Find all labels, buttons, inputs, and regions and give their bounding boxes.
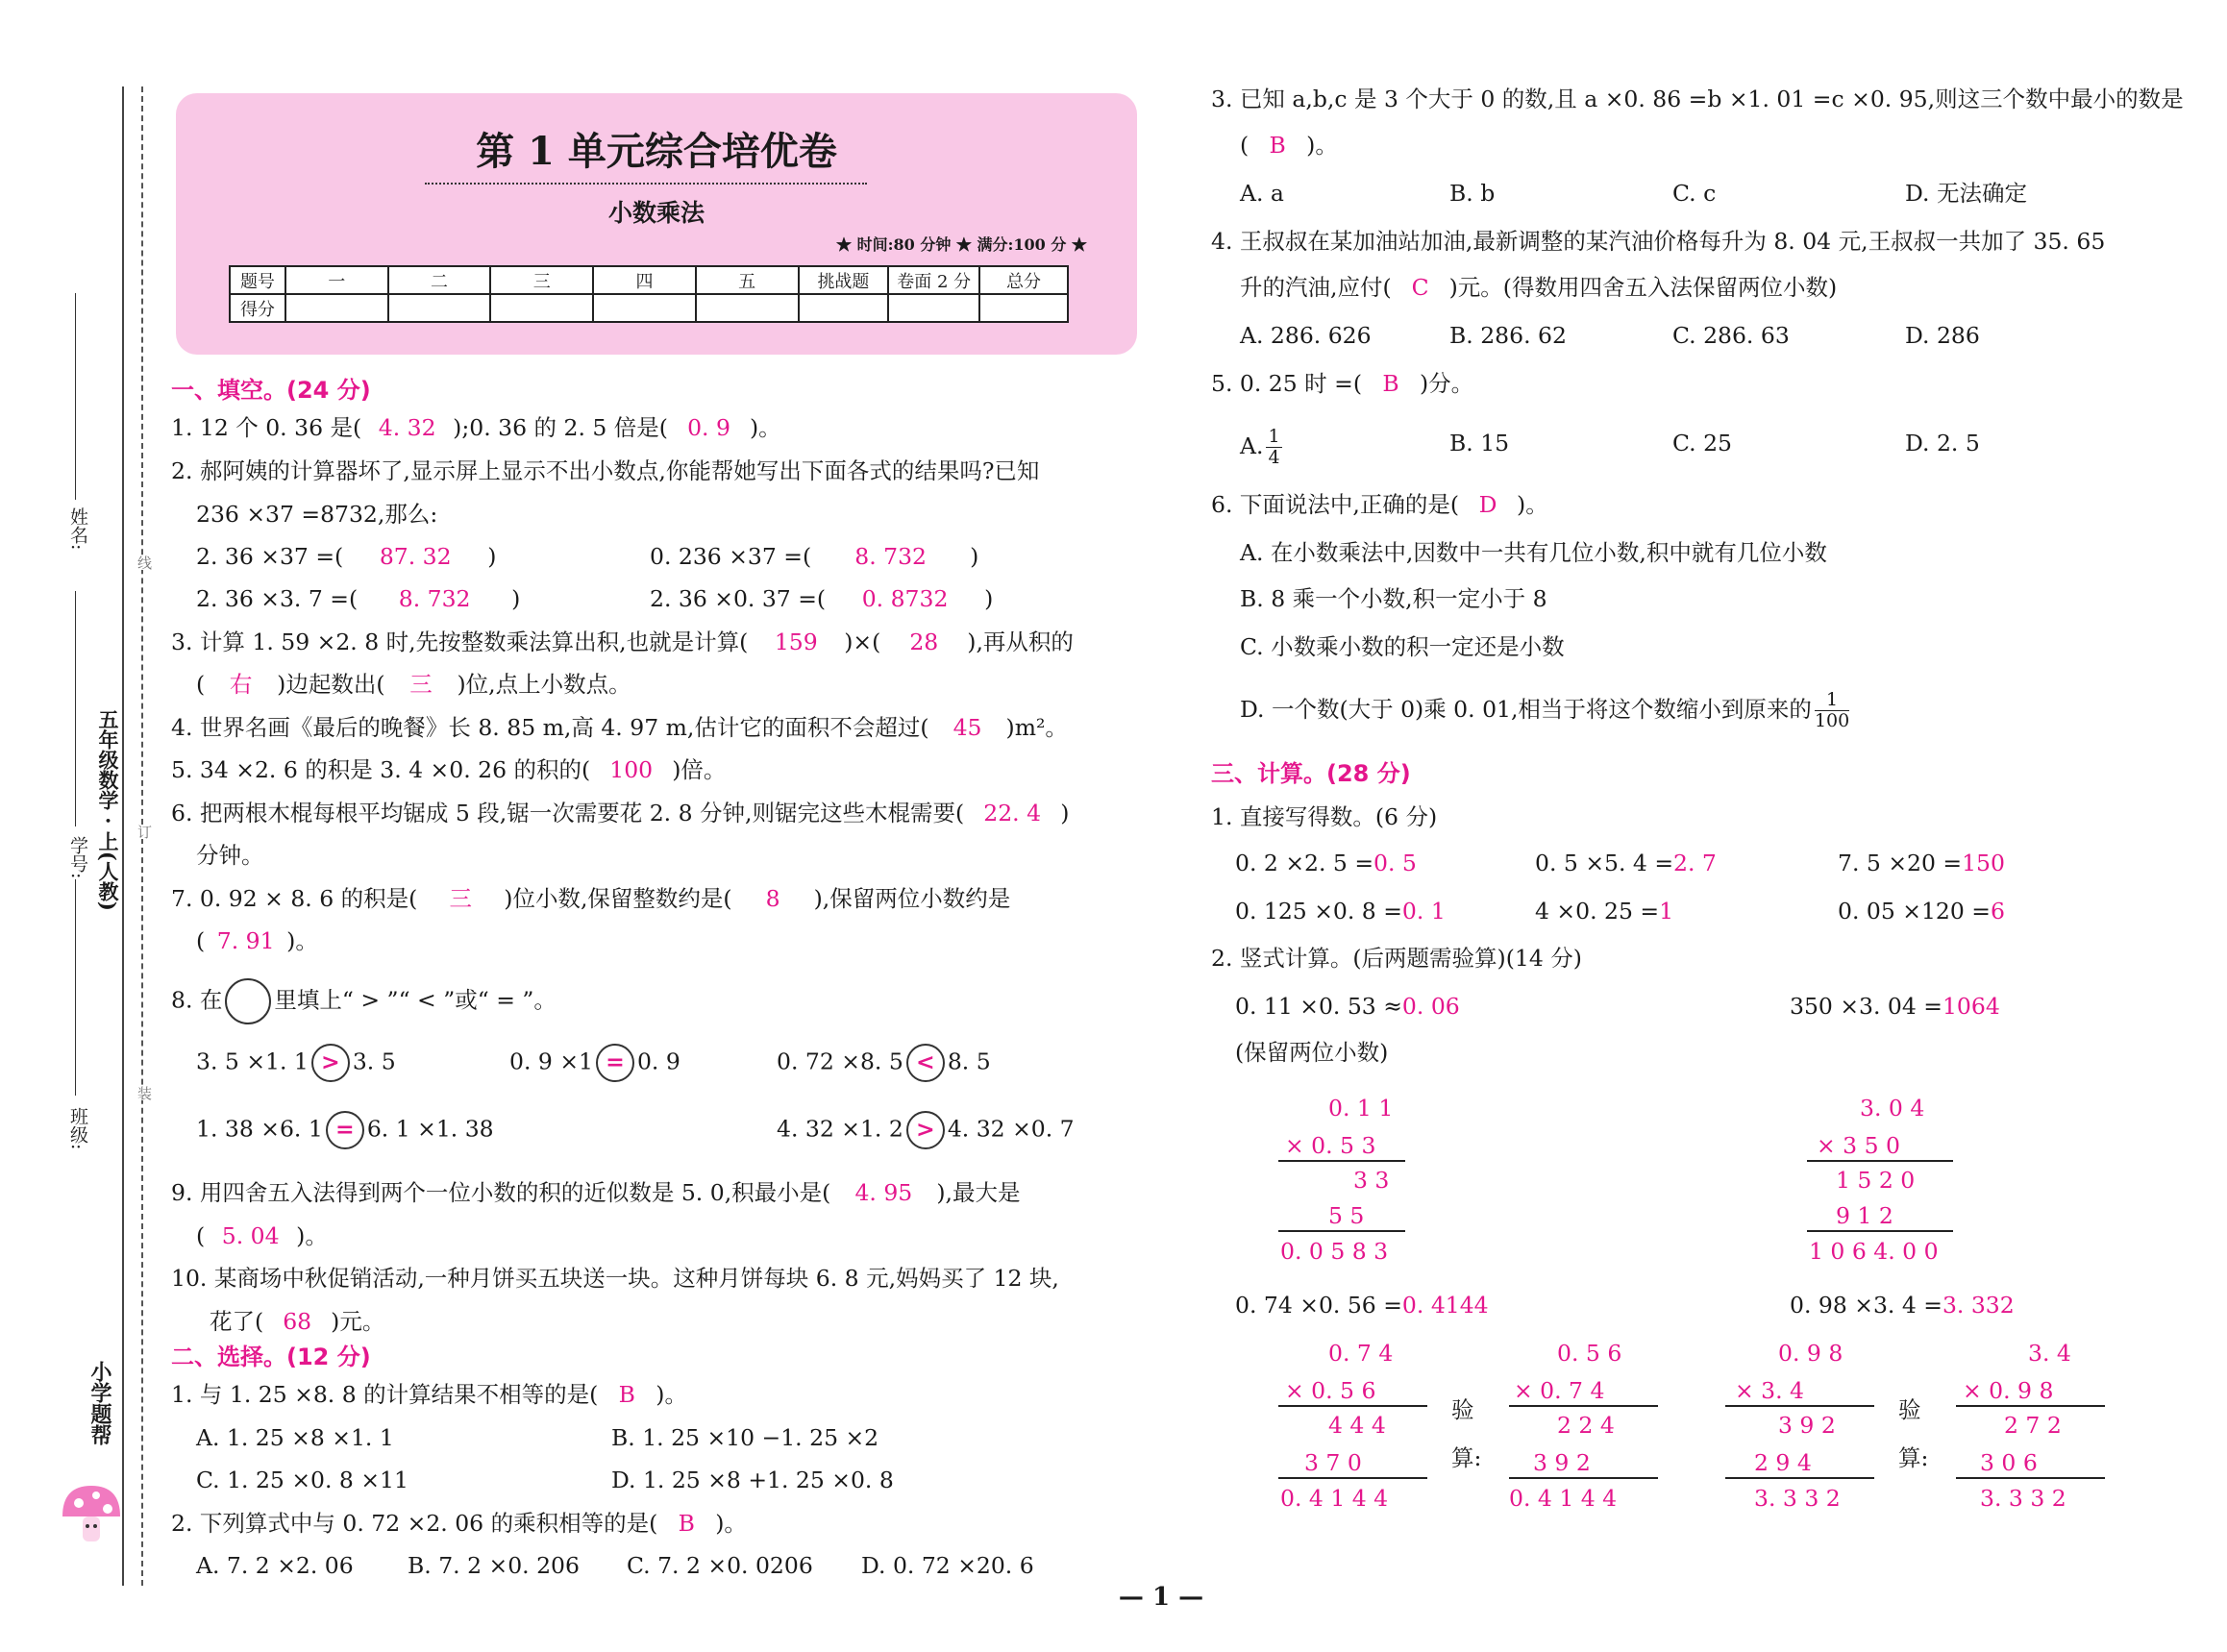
q-text: )。 (1306, 132, 1338, 159)
q-text: ( (196, 671, 206, 698)
q-text: ( (1240, 132, 1250, 159)
s3-p2-c4 (1790, 1291, 2015, 1319)
vc2-rule (1807, 1160, 1953, 1162)
score-input-cell[interactable] (799, 294, 889, 322)
answer-blank[interactable]: 5. 04 (221, 1222, 280, 1249)
answer-blank[interactable]: 87. 32 (379, 543, 452, 570)
q-text: 1. 12 个 0. 36 是( (171, 414, 362, 441)
margin-student-id-label: 学号: (67, 836, 88, 879)
vc5-row4: 2 9 4 (1754, 1449, 1812, 1476)
margin-id-blank (75, 591, 76, 826)
vc2-row1: 3. 0 4 (1860, 1095, 1925, 1122)
s2-q1 (171, 1380, 687, 1409)
s2-q4-option-d: D. 286 (1905, 322, 1980, 349)
s2-q4-line2 (1240, 273, 1837, 302)
s2-q4-option-c: C. 286. 63 (1672, 322, 1790, 349)
vc6-rule (1956, 1477, 2105, 1479)
answer-blank[interactable]: 159 (774, 629, 818, 655)
s2-q6-option-c: C. 小数乘小数的积一定还是小数 (1240, 633, 1565, 660)
vc6-row5: 3. 3 3 2 (1980, 1485, 2066, 1512)
s3-p1-e1 (1235, 849, 1417, 877)
vc5-rule (1725, 1477, 1874, 1479)
score-table (229, 265, 1069, 323)
s1-q8-compare-1 (196, 1044, 396, 1082)
score-cell: 五 (696, 266, 799, 294)
s1-q2-row2-right (650, 584, 993, 613)
q-text: 3. 计算 1. 59 ×2. 8 时,先按整数乘法算出积,也就是计算( (171, 629, 749, 655)
q-text: ),再从积的 (967, 629, 1074, 655)
binding-line-solid (122, 86, 124, 1586)
cut-ding-mark: 订 (136, 825, 153, 839)
s2-q4-option-b: B. 286. 62 (1449, 322, 1567, 349)
q-text: D. 一个数(大于 0)乘 0. 01,相当于将这个数缩小到原来的 (1240, 696, 1812, 723)
margin-class-label: 班级: (67, 1107, 88, 1150)
s1-q6-line2: 分钟。 (196, 842, 264, 869)
compare-circle[interactable]: = (596, 1044, 634, 1082)
fraction (1266, 427, 1281, 468)
vc4-row4: 3 9 2 (1533, 1449, 1591, 1476)
answer[interactable]: 0. 4144 (1401, 1292, 1489, 1319)
vc4-rule (1509, 1405, 1658, 1407)
answer-blank[interactable]: C (1411, 274, 1429, 301)
q-text: A. (1240, 432, 1264, 459)
s2-q4-line1: 4. 王叔叔在某加油站加油,最新调整的某汽油价格每升为 8. 04 元,王叔叔一共加了 35. 65 (1211, 228, 2106, 255)
q-text: 1. 与 1. 25 ×8. 8 的计算结果不相等的是( (171, 1381, 599, 1408)
section-3-heading: 三、计算。(28 分) (1211, 760, 1411, 787)
vc4-rule (1509, 1477, 1658, 1479)
vc4-row3: 2 2 4 (1557, 1412, 1615, 1439)
s1-q9-line1 (171, 1178, 1020, 1207)
compare-circle[interactable]: > (311, 1044, 350, 1082)
verify-label-1a: 验 (1451, 1396, 1474, 1423)
answer-blank[interactable]: 68 (283, 1308, 312, 1335)
score-cell: 挑战题 (799, 266, 889, 294)
q-text: )位,点上小数点。 (457, 671, 631, 698)
q-text: ) (984, 585, 994, 612)
vc5-rule (1725, 1405, 1874, 1407)
s1-q8-compare-2 (509, 1044, 680, 1082)
s2-q5-option-c: C. 25 (1672, 430, 1732, 456)
title-divider (425, 183, 867, 185)
section-1-heading: 一、填空。(24 分) (171, 377, 371, 404)
s1-q8-compare-5 (777, 1111, 1075, 1149)
s1-q8-compare-3 (777, 1044, 991, 1082)
s3-p1-title: 1. 直接写得数。(6 分) (1211, 803, 1438, 830)
q-text: ) (511, 585, 521, 612)
s2-q2-option-b: B. 7. 2 ×0. 206 (408, 1552, 580, 1579)
s1-q7-line2 (196, 926, 318, 955)
vc4-row2: × 0. 7 4 (1514, 1377, 1605, 1404)
answer-blank[interactable]: 45 (953, 714, 982, 741)
answer-blank[interactable]: 22. 4 (983, 800, 1042, 826)
score-table-score-row (230, 294, 1068, 322)
vc1-row3: 3 3 (1353, 1167, 1390, 1194)
answer[interactable]: 1 (1659, 898, 1674, 925)
vc3-row2: × 0. 5 6 (1285, 1377, 1376, 1404)
verify-label-1b: 算: (1451, 1444, 1482, 1471)
q-text: )边起数出( (277, 671, 385, 698)
vc2-row3: 1 5 2 0 (1836, 1167, 1916, 1194)
q-text: 升的汽油,应付( (1240, 274, 1392, 301)
s1-q10-line2 (210, 1307, 384, 1336)
q-text: 2. 36 ×3. 7 =( (196, 585, 359, 612)
score-input-cell[interactable] (888, 294, 979, 322)
s2-q2-option-d: D. 0. 72 ×20. 6 (861, 1552, 1034, 1579)
s3-p1-e2 (1535, 849, 1717, 877)
s2-q6 (1211, 490, 1548, 519)
vc2-row2: × 3 5 0 (1817, 1132, 1900, 1159)
s3-p2-c3 (1235, 1291, 1489, 1319)
q-text: ) (1060, 800, 1070, 826)
answer-blank[interactable]: 4. 32 (378, 414, 436, 441)
s2-q3-line2 (1240, 131, 1338, 160)
brand-label: 小学题帮 (87, 1361, 111, 1445)
cut-zhuang-mark: 装 (136, 1086, 153, 1100)
s3-p1-e6 (1838, 897, 2005, 925)
s2-q3-line1: 3. 已知 a,b,c 是 3 个大于 0 的数,且 a ×0. 86 =b ×1. 01 =c ×0. 95,则这三个数中最小的数是 (1211, 86, 2184, 112)
s3-p1-e5 (1535, 897, 1673, 925)
s2-q3-option-a: A. a (1240, 180, 1284, 207)
answer[interactable]: 3. 332 (1942, 1292, 2015, 1319)
s1-q9-line2 (196, 1221, 328, 1250)
q-text: )。 (286, 927, 318, 954)
vc2-rule (1807, 1230, 1953, 1232)
q-text: )m²。 (1005, 714, 1068, 741)
answer-blank[interactable]: 三 (409, 671, 433, 698)
q-text: 花了( (210, 1308, 264, 1335)
vc3-row5: 0. 4 1 4 4 (1280, 1485, 1389, 1512)
verify-label-2b: 算: (1898, 1444, 1929, 1471)
s2-q2-option-a: A. 7. 2 ×2. 06 (196, 1552, 354, 1579)
s3-p2-c2 (1790, 992, 2000, 1021)
q-text: ) (487, 543, 497, 570)
answer[interactable]: 0. 1 (1401, 898, 1446, 925)
vc6-row1: 3. 4 (2028, 1340, 2071, 1367)
s1-q2-row1-right (650, 542, 978, 571)
q-text: 5. 0. 25 时 =( (1211, 370, 1362, 397)
page-number: — 1 — (1118, 1583, 1204, 1612)
q-text: 3. 5 (352, 1048, 396, 1075)
vc1-row2: × 0. 5 3 (1285, 1132, 1376, 1159)
s3-p2-title: 2. 竖式计算。(后两题需验算)(14 分) (1211, 945, 1582, 972)
vc4-row1: 0. 5 6 (1557, 1340, 1622, 1367)
answer[interactable]: 150 (1962, 850, 2005, 876)
margin-grade-label: 五年级数学 · 上(人教) (96, 709, 120, 911)
q-text: 0. 98 ×3. 4 = (1790, 1292, 1942, 1319)
brand-mushroom-logo (58, 1478, 125, 1554)
score-cell: 得分 (230, 294, 285, 322)
s1-q6-line1 (171, 799, 1069, 827)
empty-circle-icon (225, 978, 271, 1024)
q-text: 7. 5 ×20 = (1838, 850, 1963, 876)
q-text: ),最大是 (936, 1179, 1021, 1206)
answer-blank[interactable]: 右 (229, 671, 253, 698)
vc1-row4: 5 5 (1328, 1202, 1365, 1229)
compare-circle[interactable]: < (906, 1044, 945, 1082)
q-text: )。 (1517, 491, 1548, 518)
vc3-rule (1278, 1477, 1427, 1479)
answer-blank[interactable]: B (618, 1381, 635, 1408)
answer-blank[interactable]: 4. 95 (854, 1179, 913, 1206)
answer-blank[interactable]: 7. 91 (216, 927, 275, 954)
vc4-row5: 0. 4 1 4 4 (1509, 1485, 1618, 1512)
q-text: 0. 125 ×0. 8 = (1235, 898, 1402, 925)
s2-q6-option-a: A. 在小数乘法中,因数中一共有几位小数,积中就有几位小数 (1240, 539, 1827, 566)
q-text: 7. 0. 92 × 8. 6 的积是( (171, 885, 418, 912)
q-text: )元。 (331, 1308, 385, 1335)
answer-blank[interactable]: 8. 732 (398, 585, 471, 612)
q-text: 2. 36 ×37 =( (196, 543, 344, 570)
s1-q2-line1: 2. 郝阿姨的计算器坏了,显示屏上显示不出小数点,你能帮她写出下面各式的结果吗?已知 (171, 457, 1040, 484)
q-text: 6. 把两根木棍每根平均锯成 5 段,锯一次需要花 2. 8 分钟,则锯完这些木棍需要( (171, 800, 965, 826)
vc5-row5: 3. 3 3 2 (1754, 1485, 1841, 1512)
q-text: 6. 1 ×1. 38 (366, 1115, 494, 1143)
q-text: 2. 下列算式中与 0. 72 ×2. 06 的乘积相等的是( (171, 1510, 658, 1537)
q-text: )×( (844, 629, 881, 655)
answer[interactable]: 6 (1990, 898, 2005, 925)
vc2-row4: 9 1 2 (1836, 1202, 1893, 1229)
score-input-cell[interactable] (696, 294, 799, 322)
section-2-heading: 二、选择。(12 分) (171, 1344, 371, 1370)
q-text: 0. 9 ×1 (509, 1048, 593, 1075)
vc1-row1: 0. 1 1 (1328, 1095, 1394, 1122)
q-text: 350 ×3. 04 = (1790, 993, 1942, 1020)
q-text: ( (196, 1222, 206, 1249)
score-cell: 二 (388, 266, 491, 294)
q-text: );0. 36 的 2. 5 倍是( (453, 414, 668, 441)
q-text: 2. 36 ×0. 37 =( (650, 585, 827, 612)
vc6-row4: 3 0 6 (1980, 1449, 2038, 1476)
q-text: 0. 05 ×120 = (1838, 898, 1991, 925)
q-text: 0. 74 ×0. 56 = (1235, 1292, 1402, 1319)
s3-p1-e4 (1235, 897, 1446, 925)
answer-blank[interactable]: D (1478, 491, 1497, 518)
margin-name-label: 姓名: (67, 507, 88, 551)
answer-blank[interactable]: 8 (765, 885, 780, 912)
fraction-denominator: 100 (1814, 710, 1850, 731)
answer[interactable]: 2. 7 (1673, 850, 1717, 876)
s1-q8-compare-4 (196, 1111, 494, 1149)
cut-line-mark: 线 (136, 555, 153, 570)
q-text: 5. 34 ×2. 6 的积是 3. 4 ×0. 26 的积的( (171, 756, 591, 783)
fraction-numerator: 1 (1268, 426, 1280, 447)
q-text: ) (970, 543, 979, 570)
q-text: 0. 9 (636, 1048, 680, 1075)
s2-q1-option-b: B. 1. 25 ×10 −1. 25 ×2 (611, 1424, 879, 1451)
score-cell: 题号 (230, 266, 285, 294)
s2-q2-option-c: C. 7. 2 ×0. 0206 (627, 1552, 813, 1579)
score-input-cell[interactable] (388, 294, 491, 322)
vc1-rule (1278, 1160, 1405, 1162)
q-text: 0. 2 ×2. 5 = (1235, 850, 1374, 876)
s2-q5-option-b: B. 15 (1449, 430, 1510, 456)
s1-q5 (171, 755, 726, 784)
vc6-row3: 2 7 2 (2004, 1412, 2062, 1439)
q-text: 4. 世界名画《最后的晚餐》长 8. 85 m,高 4. 97 m,估计它的面积不会超过( (171, 714, 929, 741)
q-text: 0. 11 ×0. 53 ≈ (1235, 993, 1402, 1020)
answer-blank[interactable]: 28 (909, 629, 939, 655)
vc2-row5: 1 0 6 4. 0 0 (1809, 1238, 1939, 1265)
vc1-row5: 0. 0 5 8 3 (1280, 1238, 1389, 1265)
vc3-rule (1278, 1405, 1427, 1407)
vc5-row1: 0. 9 8 (1778, 1340, 1843, 1367)
score-input-cell[interactable] (979, 294, 1068, 322)
q-text: 4. 32 ×0. 7 (947, 1115, 1075, 1143)
q-text: ),保留两位小数约是 (813, 885, 1011, 912)
score-cell: 卷面 2 分 (888, 266, 979, 294)
s2-q6-option-b: B. 8 乘一个小数,积一定小于 8 (1240, 585, 1547, 612)
score-input-cell[interactable] (285, 294, 388, 322)
vc6-row2: × 0. 9 8 (1963, 1377, 2054, 1404)
q-text: )倍。 (672, 756, 727, 783)
q-text: )。 (656, 1381, 687, 1408)
answer-blank[interactable]: B (678, 1510, 695, 1537)
fraction-numerator: 1 (1815, 690, 1849, 711)
score-cell: 总分 (979, 266, 1068, 294)
s3-p1-e3 (1838, 849, 2005, 877)
vc3-row3: 4 4 4 (1328, 1412, 1386, 1439)
s2-q1-option-a: A. 1. 25 ×8 ×1. 1 (196, 1424, 394, 1451)
vc5-row3: 3 9 2 (1778, 1412, 1836, 1439)
s3-p2-c1 (1235, 992, 1460, 1021)
q-text: 4. 32 ×1. 2 (777, 1115, 903, 1143)
answer-blank[interactable]: 三 (449, 885, 473, 912)
s2-q1-option-c: C. 1. 25 ×0. 8 ×11 (196, 1467, 408, 1493)
score-cell: 四 (593, 266, 696, 294)
compare-circle[interactable]: > (906, 1111, 945, 1149)
vc3-row4: 3 7 0 (1304, 1449, 1362, 1476)
s2-q5 (1211, 369, 1473, 398)
answer-blank[interactable]: 100 (609, 756, 654, 783)
answer[interactable]: 0. 06 (1401, 993, 1460, 1020)
s1-q10-line1: 10. 某商场中秋促销活动,一种月饼买五块送一块。这种月饼每块 6. 8 元,妈妈买了 12 块, (171, 1265, 1059, 1292)
s2-q4-option-a: A. 286. 626 (1240, 322, 1372, 349)
s2-q1-option-d: D. 1. 25 ×8 +1. 25 ×0. 8 (611, 1467, 894, 1493)
s1-q2-row1-left (196, 542, 496, 571)
s2-q6-option-d (1240, 690, 1849, 731)
s2-q5-option-a (1240, 427, 1282, 468)
s2-q3-option-b: B. b (1449, 180, 1496, 207)
q-text: 里填上“ > ”“ < ”或“ = ”。 (274, 986, 557, 1014)
q-text: 8. 在 (171, 986, 223, 1014)
fraction-denominator: 4 (1268, 447, 1280, 468)
vc3-row1: 0. 7 4 (1328, 1340, 1394, 1367)
answer-blank[interactable]: 0. 8732 (861, 585, 949, 612)
q-text: 4 ×0. 25 = (1535, 898, 1660, 925)
q-text: 1. 38 ×6. 1 (196, 1115, 323, 1143)
q-text: )。 (296, 1222, 328, 1249)
s2-q3-option-d: D. 无法确定 (1905, 180, 2027, 207)
q-text: 0. 5 ×5. 4 = (1535, 850, 1674, 876)
vc6-rule (1956, 1405, 2105, 1407)
margin-class-blank (75, 879, 76, 1096)
vc5-row2: × 3. 4 (1735, 1377, 1805, 1404)
s1-q4 (171, 713, 1068, 742)
q-text: )分。 (1419, 370, 1474, 397)
score-cell: 三 (490, 266, 593, 294)
q-text: 6. 下面说法中,正确的是( (1211, 491, 1460, 518)
compare-circle[interactable]: = (326, 1111, 364, 1149)
q-text: )元。(得数用四舍五入法保留两位小数) (1448, 274, 1838, 301)
s1-q2-row2-left (196, 584, 520, 613)
q-text: 0. 236 ×37 =( (650, 543, 812, 570)
s1-q3-line2 (196, 670, 631, 699)
q-text: )位小数,保留整数约是( (504, 885, 732, 912)
s3-p2-c1-note: (保留两位小数) (1235, 1039, 1389, 1066)
answer-blank[interactable]: B (1382, 370, 1399, 397)
s1-q3-line1 (171, 628, 1074, 656)
answer-blank[interactable]: 8. 732 (854, 543, 928, 570)
s2-q2 (171, 1509, 747, 1538)
vc1-rule (1278, 1230, 1405, 1232)
q-text: 3. 5 ×1. 1 (196, 1048, 309, 1075)
exam-meta: ★ 时间:80 分钟 ★ 满分:100 分 ★ (836, 235, 1087, 254)
score-input-cell[interactable] (490, 294, 593, 322)
margin-name-blank (75, 293, 76, 500)
verify-label-2a: 验 (1898, 1396, 1921, 1423)
q-text: 8. 5 (947, 1048, 991, 1075)
q-text: )。 (749, 414, 781, 441)
page-title: 第 1 单元综合培优卷 (476, 129, 837, 174)
answer[interactable]: 1064 (1942, 993, 2000, 1020)
s1-q1 (171, 413, 781, 442)
answer[interactable]: 0. 5 (1373, 850, 1417, 876)
s2-q5-option-d: D. 2. 5 (1905, 430, 1980, 456)
s1-q7-line1 (171, 884, 1010, 913)
q-text: ( (196, 927, 206, 954)
score-table-header-row (230, 266, 1068, 294)
q-text: )。 (715, 1510, 747, 1537)
page-subtitle: 小数乘法 (607, 199, 705, 227)
fraction (1815, 690, 1849, 731)
score-cell: 一 (285, 266, 388, 294)
s2-q3-option-c: C. c (1672, 180, 1717, 207)
score-input-cell[interactable] (593, 294, 696, 322)
answer-blank[interactable]: B (1269, 132, 1286, 159)
s1-q2-line2: 236 ×37 =8732,那么: (196, 501, 438, 528)
q-text: 0. 72 ×8. 5 (777, 1048, 903, 1075)
answer-blank[interactable]: 0. 9 (687, 414, 730, 441)
s1-q8 (171, 978, 557, 1024)
q-text: 9. 用四舍五入法得到两个一位小数的积的近似数是 5. 0,积最小是( (171, 1179, 831, 1206)
